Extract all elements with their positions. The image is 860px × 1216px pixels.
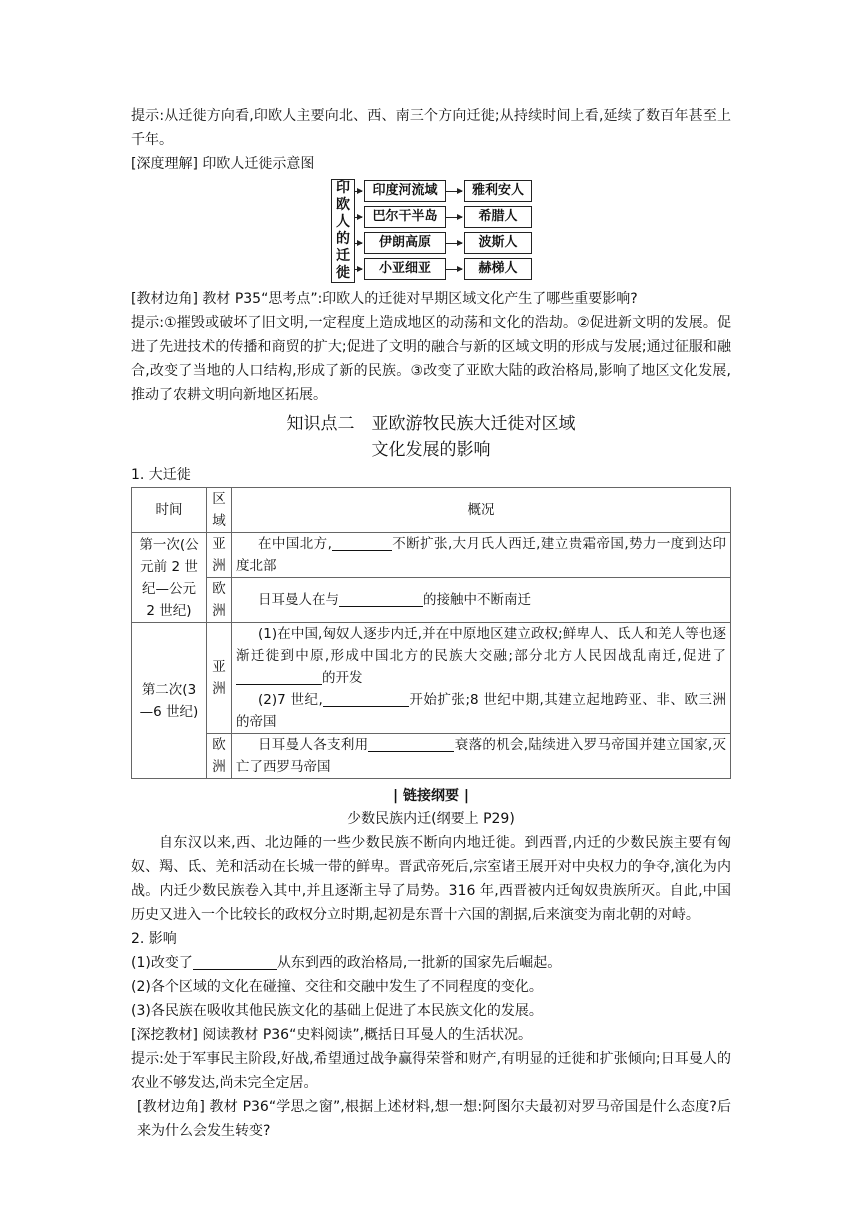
link-outline-label: | 链接纲要 | — [393, 788, 469, 804]
arrow-icon — [446, 269, 462, 270]
fill-blank[interactable] — [323, 690, 409, 707]
diagram-region: 小亚细亚 — [364, 258, 446, 280]
indo-european-migration-diagram — [331, 179, 531, 283]
table-row — [132, 623, 731, 734]
fill-blank[interactable] — [236, 668, 322, 685]
link-outline-title: 少数民族内迁(纲要上 P29) — [347, 811, 515, 827]
arrow-icon — [446, 243, 462, 244]
overview-cell: (1)在中国,匈奴人逐步内迁,并在中原地区建立政权;鲜卑人、氐人和羌人等也逐渐迁徙到中原,形成中国北方的民族大交融;部分北方人民因战乱南迁,促进了的开发 (2)7 世纪, 开始扩张;8 世纪中期,其建立起地跨亚、非、欧三洲的帝国 — [232, 623, 731, 734]
impact-item-1: (1)改变了 从东到西的政治格局,一批新的国家先后崛起。 — [131, 955, 562, 971]
first-migration-time: 第一次(公元前 2 世纪—公元 2 世纪) — [132, 533, 207, 623]
section-1-title: 1. 大迁徙 — [131, 467, 191, 483]
table-row — [132, 734, 731, 779]
region-cell: 亚洲 — [207, 533, 232, 578]
region-cell: 亚洲 — [207, 623, 232, 734]
section-2-title: 2. 影响 — [131, 931, 177, 947]
diagram-people: 希腊人 — [464, 206, 532, 228]
arrow-icon — [354, 191, 362, 192]
impact-item-3: (3)各民族在吸收其他民族文化的基础上促进了本民族文化的发展。 — [131, 1003, 543, 1019]
header-time: 时间 — [132, 488, 207, 533]
deep-title: 印欧人迁徙示意图 — [202, 156, 315, 172]
fill-blank[interactable] — [332, 534, 392, 551]
diagram-vertical-label: 印 欧 人 的 迁 徙 — [331, 179, 355, 283]
overview-cell: 在中国北方, 不断扩张,大月氏人西迁,建立贵霜帝国,势力一度到达印度北部 — [232, 533, 731, 578]
overview-cell: 日耳曼人在与 的接触中不断南迁 — [232, 578, 731, 623]
diagram-people: 赫梯人 — [464, 258, 532, 280]
fill-blank[interactable] — [339, 590, 423, 607]
deep-label: [深度理解] — [131, 156, 198, 172]
diagram-people: 波斯人 — [464, 232, 532, 254]
overview-cell: 日耳曼人各支利用 衰落的机会,陆续进入罗马帝国并建立国家,灭亡了西罗马帝国 — [232, 734, 731, 779]
arrow-icon — [354, 217, 362, 218]
impact-item-2: (2)各个区域的文化在碰撞、交往和交融中发生了不同程度的变化。 — [131, 979, 543, 995]
document-page — [131, 104, 731, 1143]
fill-blank[interactable] — [193, 953, 277, 970]
textbook-corner-question-1: [教材边角] 教材 P35“思考点”:印欧人的迁徙对早期区域文化产生了哪些重要影响? — [131, 291, 638, 307]
region-cell: 欧洲 — [207, 734, 232, 779]
second-migration-time: 第二次(3—6 世纪) — [132, 623, 207, 779]
table-header-row — [132, 488, 731, 533]
table-row — [132, 578, 731, 623]
link-outline-text: 自东汉以来,西、北边陲的一些少数民族不断向内地迁徙。到西晋,内迁的少数民族主要有匈奴、羯、氐、羌和活动在长城一带的鲜卑。晋武帝死后,宗室诸王展开对中央权力的争夺,演化为内战。内迁少数民族卷入其中,并且逐渐主导了局势。316 年,西晋被内迁匈奴贵族所灭。自此,中国历史又进入一个比较长的政权分立时期,起初是东晋十六国的割据,后来演变为南北朝的对峙。 — [131, 835, 731, 923]
header-region: 区域 — [207, 488, 232, 533]
diagram-region: 伊朗高原 — [364, 232, 446, 254]
arrow-icon — [446, 191, 462, 192]
table-row — [132, 533, 731, 578]
textbook-corner-question-2: [教材边角] 教材 P36“学思之窗”,根据上述材料,想一想:阿图尔夫最初对罗马帝国是什么态度?后来为什么会发生转变? — [137, 1099, 731, 1139]
intro-hint: 提示:从迁徙方向看,印欧人主要向北、西、南三个方向迁徙;从持续时间上看,延续了数百年甚至上千年。 — [131, 108, 731, 148]
region-cell: 欧洲 — [207, 578, 232, 623]
textbook-corner-answer-1: 提示:①摧毁或破坏了旧文明,一定程度上造成地区的动荡和文化的浩劫。②促进新文明的发展。促进了先进技术的传播和商贸的扩大;促进了文明的融合与新的区域文明的形成与发展;通过征服和融合,改变了当地的人口结构,形成了新的民族。③改变了亚欧大陆的政治格局,影响了地区文化发展,推动了农耕文明向新地区拓展。 — [131, 315, 731, 403]
knowledge-point-title: 知识点二 亚欧游牧民族大迁徙对区域 文化发展的影响 — [286, 414, 576, 460]
diagram-people: 雅利安人 — [464, 180, 532, 202]
migration-table — [131, 487, 731, 779]
deep-understanding-heading — [131, 152, 731, 176]
arrow-icon — [446, 217, 462, 218]
arrow-icon — [354, 243, 362, 244]
diagram-region: 印度河流域 — [364, 180, 446, 202]
fill-blank[interactable] — [368, 735, 454, 752]
header-overview: 概况 — [232, 488, 731, 533]
deep-dig-answer: 提示:处于军事民主阶段,好战,希望通过战争赢得荣誉和财产,有明显的迁徙和扩张倾向;日耳曼人的农业不够发达,尚未完全定居。 — [131, 1051, 731, 1091]
arrow-icon — [354, 269, 362, 270]
diagram-region: 巴尔干半岛 — [364, 206, 446, 228]
deep-dig-question: [深挖教材] 阅读教材 P36“史料阅读”,概括日耳曼人的生活状况。 — [131, 1027, 533, 1043]
